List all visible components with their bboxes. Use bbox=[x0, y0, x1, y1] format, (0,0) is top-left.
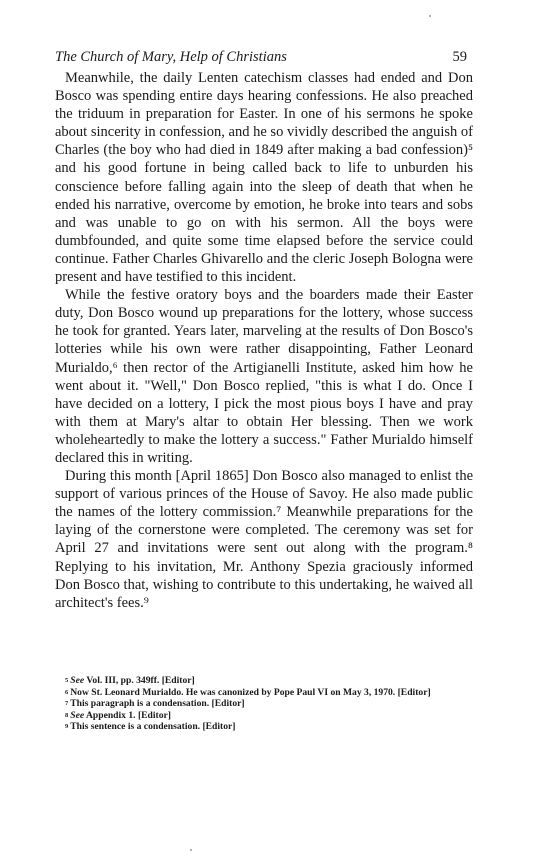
speck-top bbox=[429, 15, 431, 17]
footnote-mark: 8 bbox=[65, 711, 69, 719]
footnote-mark: 5 bbox=[65, 677, 69, 684]
body-text bbox=[55, 69, 473, 612]
running-head bbox=[55, 48, 473, 66]
footnote-text: Now St. Leonard Murialdo. He was canonized by Pope Paul VI on May 3, 1970. [Editor] bbox=[70, 686, 431, 698]
chapter-title: The Church of Mary, Help of Christians bbox=[55, 49, 287, 65]
paragraph-3: During this month [April 1865] Don Bosco also managed to enlist the support of various princes of the House of Savoy. He also made public the names of the lottery commission.⁷ Meanwhile preparations for the laying of the cornerstone were completed. The ceremony was set for April 27 and invitations were sent out along with the program.⁸ Replying to his invitation, Mr. Anthony Spezia graciously informed Don Bosco that, wishing to contribute to this undertaking, he waived all architect's fees.⁹ bbox=[55, 468, 473, 611]
paragraph-1: Meanwhile, the daily Lenten catechism classes had ended and Don Bosco was spending entire days hearing confessions. He also preached the triduum in preparation for Easter. In one of his sermons he spoke about sincerity in confession, and he so vividly described the anguish of Charles (the boy who had died in 1849 after making a bad confession)⁵ and his good fortune in being called back to life to unburden his conscience before falling again into the sleep of death that when he ended his narrative, overcome by emotion, he broke into tears and sobs and was unable to go on with his sermon. All the boys were dumbfounded, and quite some time elapsed before the service could continue. Father Charles Ghivarello and the cleric Joseph Bologna were present and have testified to this incident. bbox=[55, 70, 473, 286]
footnote-9 bbox=[65, 721, 485, 733]
footnote-5 bbox=[65, 675, 485, 687]
footnote-text: This paragraph is a condensation. [Editor] bbox=[70, 698, 245, 710]
footnote-ref: See bbox=[70, 709, 85, 721]
footnote-ref: See bbox=[70, 675, 85, 686]
speck-bottom bbox=[190, 849, 192, 851]
footnote-text: This sentence is a condensation. [Editor] bbox=[70, 721, 236, 733]
footnote-8 bbox=[65, 710, 485, 722]
footnote-mark: 9 bbox=[65, 723, 69, 731]
page-number: 59 bbox=[452, 49, 467, 65]
page-content bbox=[55, 48, 473, 612]
paragraph-2: While the festive oratory boys and the boarders made their Easter duty, Don Bosco wound up preparations for the lottery, whose success he took for granted. Years later, marveling at the results of Don Bosco's lotteries while his own were rather disappointing, Father Leonard Murialdo,⁶ then rector of the Artigianelli Institute, asked him how he went about it. "Well," Don Bosco replied, "this is what I do. Once I have decided on a lottery, I pick the most pious boys I have and pray with them at Mary's altar to obtain Her blessing. Then we work wholeheartedly to make the lottery a success." Father Murialdo himself declared this in writing. bbox=[55, 287, 473, 466]
footnote-7 bbox=[65, 698, 485, 710]
footnote-mark: 7 bbox=[65, 700, 69, 708]
footnote-6 bbox=[65, 687, 485, 699]
footnote-text: Vol. III, pp. 349ff. [Editor] bbox=[86, 675, 195, 686]
footnotes bbox=[65, 675, 485, 733]
footnote-mark: 6 bbox=[65, 688, 69, 696]
footnote-text: Appendix 1. [Editor] bbox=[85, 709, 172, 721]
